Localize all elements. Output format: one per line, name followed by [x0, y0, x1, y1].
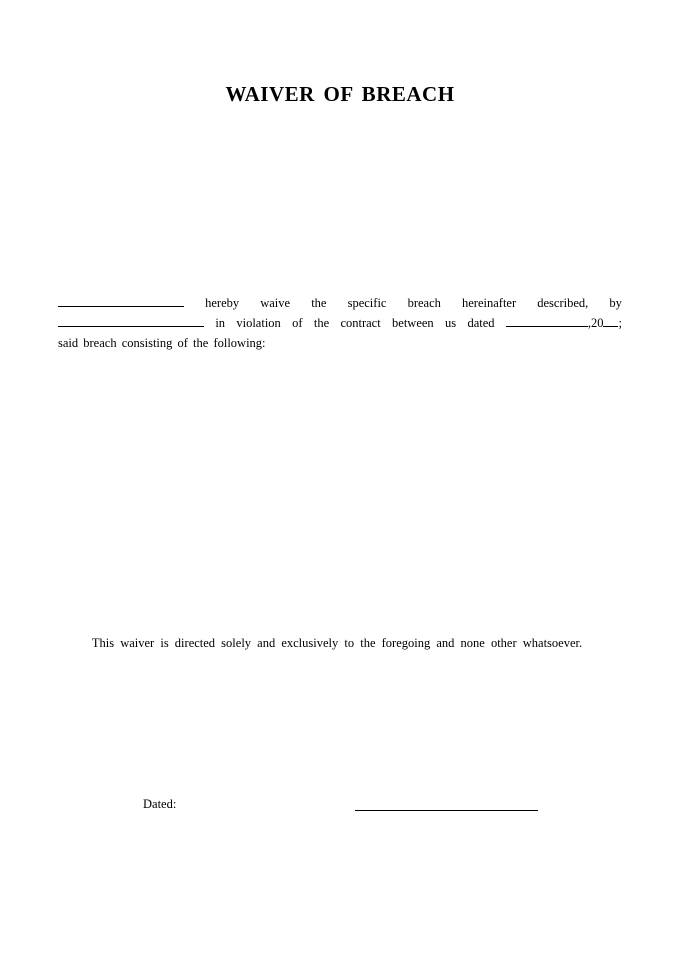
- word: dated: [467, 316, 495, 330]
- closing-statement: This waiver is directed solely and exclusively to the foregoing and none other whatsoever.: [91, 636, 583, 650]
- year-blank[interactable]: [603, 314, 618, 327]
- paragraph-line-1: [58, 293, 622, 313]
- word: hereby: [205, 296, 240, 310]
- word: contract: [340, 316, 381, 330]
- word: the: [311, 296, 327, 310]
- word: violation: [236, 316, 281, 330]
- word: by: [609, 296, 622, 310]
- word: waive: [260, 296, 291, 310]
- contract-date-blank[interactable]: [506, 314, 588, 327]
- word: breach: [407, 296, 441, 310]
- waiver-paragraph: [58, 293, 622, 353]
- waiving-party-blank[interactable]: [58, 294, 184, 307]
- signature-line[interactable]: [355, 810, 538, 811]
- document-title: WAIVER OF BREACH: [225, 82, 455, 106]
- breaching-party-blank[interactable]: [58, 314, 204, 327]
- word: the: [313, 316, 330, 330]
- year-prefix: ,20: [587, 316, 604, 330]
- paragraph-line-3-text: said breach consisting of the following:: [58, 336, 266, 350]
- word: specific: [347, 296, 387, 310]
- word: described,: [537, 296, 589, 310]
- word: us: [445, 316, 457, 330]
- paragraph-line-2: [58, 313, 622, 333]
- word: in: [215, 316, 226, 330]
- dated-label: Dated:: [143, 797, 177, 811]
- word: between: [392, 316, 434, 330]
- word: of: [292, 316, 303, 330]
- year-suffix: ;: [618, 316, 622, 330]
- word: hereinafter: [462, 296, 517, 310]
- contract-date-group: [506, 313, 622, 333]
- paragraph-line-3: [58, 333, 622, 353]
